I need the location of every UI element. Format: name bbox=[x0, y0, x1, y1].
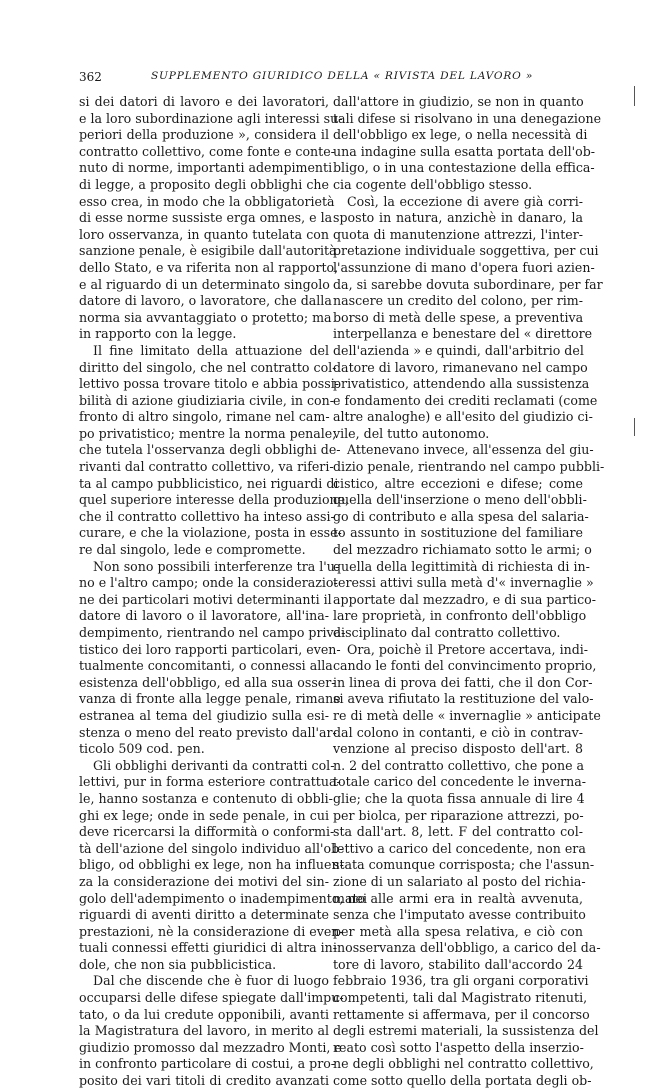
text-line: bilità di azione giudiziaria civile, in con- bbox=[79, 392, 335, 408]
text-line: borso di metà delle spese, a preventiva bbox=[333, 309, 584, 325]
text-line: cistico, altre eccezioni e difese; come bbox=[333, 475, 583, 491]
text-line: senza che l'imputato avesse contribuito bbox=[333, 907, 586, 923]
text-line: altre analoghe) e all'esito del giudizio ci- bbox=[333, 409, 593, 425]
text-line: totale carico del concedente le inverna- bbox=[333, 774, 586, 790]
margin-mark bbox=[634, 418, 635, 436]
text-line: le, hanno sostanza e contenuto di obbli- bbox=[79, 790, 333, 806]
text-line: nuto di norme, importanti adempimenti bbox=[79, 160, 333, 176]
text-line: Il fine limitato della attuazione del bbox=[93, 342, 329, 358]
text-line: tualmente concomitanti, o connessi alla bbox=[79, 658, 333, 674]
text-line: ne degli obblighi nel contratto collettivo, bbox=[333, 1056, 594, 1072]
text-line: stenza o meno del reato previsto dall'ar- bbox=[79, 724, 337, 740]
text-line: lare proprietà, in confronto dell'obbligo bbox=[333, 608, 587, 624]
text-line: lettivo a carico del concedente, non era bbox=[333, 840, 586, 856]
text-line: pretazione individuale soggettiva, per cui bbox=[333, 243, 599, 259]
text-line: in rapporto con la legge. bbox=[79, 326, 237, 342]
text-line: norma sia avvantaggiato o protetto; ma bbox=[79, 309, 332, 325]
text-line: cia cogente dell'obbligo stesso. bbox=[333, 176, 533, 192]
text-line: tà dell'azione del singolo individuo all'ob- bbox=[79, 840, 344, 856]
text-line: Gli obblighi derivanti da contratti col- bbox=[93, 757, 335, 773]
text-line: febbraio 1936, tra gli organi corporativi bbox=[333, 973, 589, 989]
text-line: e la loro subordinazione agli interessi su- bbox=[79, 110, 343, 126]
text-line: riguardi di aventi diritto a determinate bbox=[79, 907, 329, 923]
text-line: zione di un salariato al posto del richia- bbox=[333, 873, 586, 889]
text-line: per metà alla spesa relativa, e ciò con bbox=[333, 923, 583, 939]
text-line: interpellanza e benestare del « direttore bbox=[333, 326, 593, 342]
text-line: occuparsi delle difese spiegate dall'impu- bbox=[79, 990, 344, 1006]
text-line: tore di lavoro, stabilito dall'accordo 24 bbox=[333, 956, 583, 972]
text-line: quota di manutenzione attrezzi, l'inter- bbox=[333, 226, 583, 242]
text-line: bligo, o in una contestazione della effica- bbox=[333, 160, 595, 176]
text-line: loro osservanza, in quanto tutelata con bbox=[79, 226, 329, 242]
text-line: la Magistratura del lavoro, in merito al bbox=[79, 1023, 329, 1039]
text-line: di esse norme sussiste erga omnes, e la bbox=[79, 210, 333, 226]
text-line: datore di lavoro, rimanevano nel campo bbox=[333, 359, 588, 375]
text-line: re dal singolo, lede e compromette. bbox=[79, 542, 306, 558]
left-column bbox=[79, 94, 368, 1090]
text-line: Dal che discende che è fuor di luogo bbox=[93, 973, 329, 989]
margin-mark bbox=[634, 86, 635, 106]
text-line: dell'obbligo ex lege, o nella necessità di bbox=[333, 127, 588, 143]
text-line: Così, la eccezione di avere già corri- bbox=[347, 193, 583, 209]
page-number: 362 bbox=[79, 70, 102, 84]
text-line: ghi ex lege; onde in sede penale, in cui bbox=[79, 807, 329, 823]
text-line: no e l'altro campo; onde la considerazio- bbox=[79, 575, 338, 591]
text-line: tato, o da lui credute opponibili, avanti bbox=[79, 1006, 329, 1022]
running-title: SUPPLEMENTO GIURIDICO DELLA « RIVISTA DEL LAVORO » bbox=[151, 70, 534, 82]
text-line: come sotto quello della portata degli ob- bbox=[333, 1073, 592, 1089]
text-line: golo dell'adempimento o inadempimento, nei bbox=[79, 890, 368, 906]
text-line: Non sono possibili interferenze tra l'u- bbox=[93, 558, 340, 574]
text-line: periori della produzione », considera il bbox=[79, 127, 329, 143]
text-line: ticolo 509 cod. pen. bbox=[79, 741, 205, 757]
text-line: dell'azienda » e quindi, dall'arbitrio del bbox=[333, 342, 584, 358]
text-line: glie; che la quota fissa annuale di lire 4 bbox=[333, 790, 585, 806]
text-line: ne dei particolari motivi determinanti il bbox=[79, 591, 332, 607]
text-line: una indagine sulla esatta portata dell'ob- bbox=[333, 143, 596, 159]
text-line: che il contratto collettivo ha inteso assi- bbox=[79, 508, 335, 524]
text-line: posito dei vari titoli di credito avanzati bbox=[79, 1073, 329, 1089]
text-line: fronto di altro singolo, rimane nel cam- bbox=[79, 409, 330, 425]
text-line: datore di lavoro, o lavoratore, che dalla bbox=[79, 293, 332, 309]
text-line: rivanti dal contratto collettivo, va riferi- bbox=[79, 459, 334, 475]
text-line: mato alle armi era in realtà avvenuta, bbox=[333, 890, 583, 906]
text-line: quel superiore interesse della produzione, bbox=[79, 492, 350, 508]
text-line: quella della legittimità di richiesta di in- bbox=[333, 558, 590, 574]
text-line: tali difese si risolvano in una denegazione bbox=[333, 110, 602, 126]
text-line: contratto collettivo, come fonte e conte- bbox=[79, 143, 335, 159]
text-line: go di contributo e alla spesa del salaria- bbox=[333, 508, 589, 524]
text-line: to assunto in sostituzione del familiare bbox=[333, 525, 583, 541]
page-header bbox=[79, 70, 569, 84]
text-line: competenti, tali dal Magistrato ritenuti, bbox=[333, 990, 588, 1006]
text-line: sposto in natura, anzichè in danaro, la bbox=[333, 210, 583, 226]
text-line: bligo, od obblighi ex lege, non ha influen- bbox=[79, 857, 344, 873]
text-line: esso crea, in modo che la obbligatorietà bbox=[79, 193, 335, 209]
text-line: Ora, poichè il Pretore accertava, indi- bbox=[347, 641, 589, 657]
text-line: e al riguardo di un determinato singolo bbox=[79, 276, 330, 292]
text-line: vanza di fronte alla legge penale, rimane bbox=[79, 691, 341, 707]
text-line: po privatistico; mentre la norma penale, bbox=[79, 425, 337, 441]
text-line: dal colono in contanti, e ciò in contrav- bbox=[333, 724, 583, 740]
text-line: stata comunque corrisposta; che l'assun- bbox=[333, 857, 595, 873]
text-line: degli estremi materiali, la sussistenza del bbox=[333, 1023, 599, 1039]
text-line: dall'attore in giudizio, se non in quanto bbox=[333, 94, 584, 109]
text-line: re di metà delle « invernaglie » anticipate bbox=[333, 707, 601, 723]
text-line: deve ricercarsi la difformità o conformi- bbox=[79, 824, 335, 840]
text-line: del mezzadro richiamato sotto le armi; o bbox=[333, 542, 592, 558]
text-line: datore di lavoro o il lavoratore, all'ina- bbox=[79, 608, 329, 624]
right-column bbox=[333, 94, 605, 1090]
text-line: disciplinato dal contratto collettivo. bbox=[333, 625, 561, 640]
text-line: teressi attivi sulla metà d'« invernaglie » bbox=[333, 575, 594, 591]
text-line: cando le fonti del convincimento proprio, bbox=[333, 658, 597, 674]
text-line: vile, del tutto autonomo. bbox=[333, 425, 490, 441]
text-line: esistenza dell'obbligo, ed alla sua osser- bbox=[79, 674, 336, 690]
text-line: in confronto particolare di costui, a pro- bbox=[79, 1056, 336, 1072]
text-line: prestazioni, nè la considerazione di even- bbox=[79, 923, 344, 939]
text-line: per biolca, per riparazione attrezzi, po- bbox=[333, 807, 584, 823]
text-line: dempimento, rientrando nel campo priva- bbox=[79, 625, 346, 640]
text-line: n. 2 del contratto collettivo, che pone a bbox=[333, 757, 585, 773]
text-line: di legge, a proposito degli obblighi che bbox=[79, 176, 329, 192]
text-line: da, si sarebbe dovuta subordinare, per far bbox=[333, 276, 603, 292]
text-line: dello Stato, e va riferita non al rapporto, bbox=[79, 259, 339, 275]
text-line: dizio penale, rientrando nel campo pubbli- bbox=[333, 459, 605, 475]
text-line: Attenevano invece, all'essenza del giu- bbox=[347, 442, 594, 458]
text-line: tuali connessi effetti giuridici di altra in- bbox=[79, 940, 338, 956]
text-line: giudizio promosso dal mezzadro Monti, e bbox=[79, 1039, 342, 1055]
text-line: nascere un credito del colono, per rim- bbox=[333, 293, 583, 309]
text-line: in linea di prova dei fatti, che il don Cor- bbox=[333, 674, 593, 690]
text-line: sanzione penale, è esigibile dall'autorità bbox=[79, 243, 337, 259]
text-line: rettamente si affermava, per il concorso bbox=[333, 1006, 590, 1022]
text-line: che tutela l'osservanza degli obblighi de- bbox=[79, 442, 341, 458]
text-line: curare, e che la violazione, posta in esse- bbox=[79, 525, 342, 541]
text-line: sta dall'art. 8, lett. F del contratto col- bbox=[333, 824, 583, 840]
text-line: lettivo possa trovare titolo e abbia possi- bbox=[79, 376, 339, 392]
text-line: privatistico, attendendo alla sussistenza bbox=[333, 376, 590, 392]
text-line: dole, che non sia pubblicistica. bbox=[79, 956, 277, 972]
text-line: za la considerazione dei motivi del sin- bbox=[79, 873, 329, 889]
text-line: ta al campo pubblicistico, nei riguardi di bbox=[79, 475, 339, 491]
text-line: l'assunzione di mano d'opera fuori azien- bbox=[333, 259, 595, 275]
text-line: tistico dei loro rapporti particolari, even- bbox=[79, 641, 341, 657]
text-line: estranea al tema del giudizio sulla esi- bbox=[79, 707, 329, 723]
text-line: inosservanza dell'obbligo, a carico del da- bbox=[333, 940, 601, 956]
text-line: e fondamento dei crediti reclamati (come bbox=[333, 392, 598, 408]
text-line: quella dell'inserzione o meno dell'obbli- bbox=[333, 492, 587, 508]
text-line: apportate dal mezzadro, e di sua partico- bbox=[333, 591, 596, 607]
text-line: diritto del singolo, che nel contratto col- bbox=[79, 359, 337, 375]
text-line: venzione al preciso disposto dell'art. 8 bbox=[333, 741, 583, 757]
text-line: si aveva rifiutato la restituzione del valo- bbox=[333, 691, 594, 707]
text-line: lettivi, pur in forma esteriore contrattua- bbox=[79, 774, 341, 790]
text-line: si dei datori di lavoro e dei lavoratori, bbox=[79, 94, 329, 109]
text-line: reato così sotto l'aspetto della inserzio- bbox=[333, 1039, 584, 1055]
